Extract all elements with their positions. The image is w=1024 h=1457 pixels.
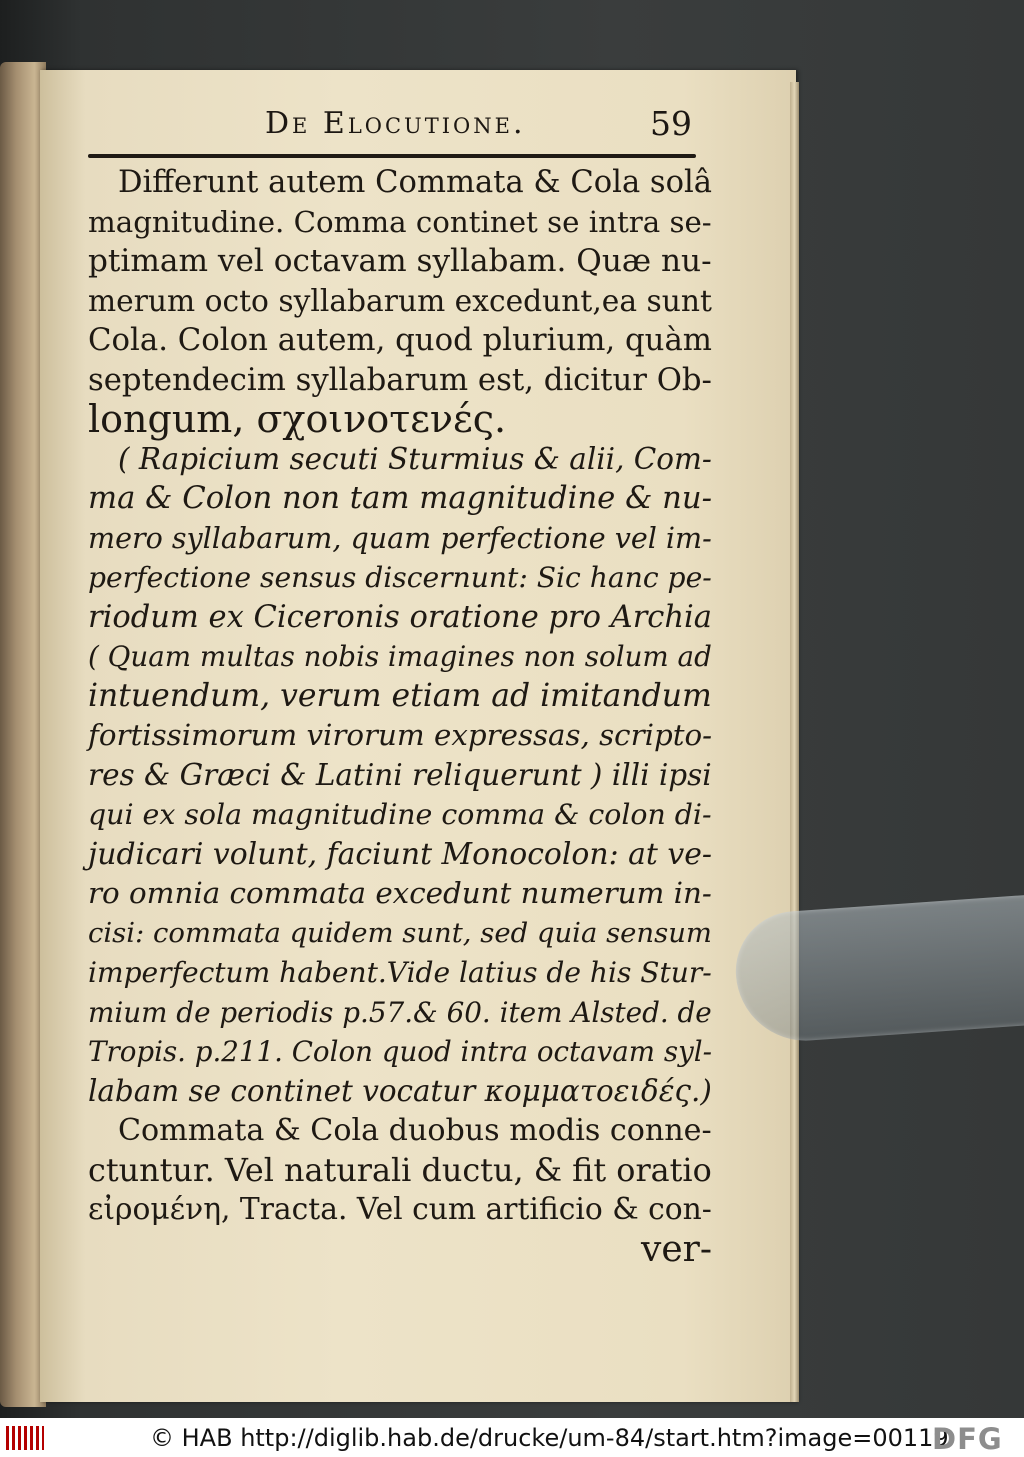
text-line: qui ex sola magnitudine comma & colon di- <box>88 798 712 831</box>
bookmark-clip <box>732 895 1024 1046</box>
head-rule <box>88 154 696 158</box>
text-line: intuendum, verum etiam ad imitandum <box>88 677 712 714</box>
text-line: magnitudine. Comma continet se intra se- <box>88 204 712 239</box>
body-text <box>88 163 712 1269</box>
page-number: 59 <box>650 104 692 143</box>
text-line: ( Rapicium secuti Sturmius & alii, Com- <box>118 441 712 476</box>
text-line: cisi: commata quidem sunt, sed quia sensum <box>88 917 712 949</box>
text-line: mero syllabarum, quam perfectione vel im- <box>88 520 712 555</box>
text-line: Cola. Colon autem, quod plurium, quàm <box>88 322 712 358</box>
text-line: riodum ex Ciceronis oratione pro Archia <box>88 599 712 635</box>
text-line: labam se continet vocatur κομματοειδές.) <box>88 1073 712 1108</box>
text-line: Tropis. p.211. Colon quod intra octavam syl- <box>88 1035 712 1068</box>
viewer-footer <box>0 1418 1024 1457</box>
text-line: mium de periodis p.57.& 60. item Alsted. de <box>88 995 712 1029</box>
text-line: res & Græci & Latini reliquerunt ) illi ipsi <box>88 757 712 792</box>
dfg-logo: DFG <box>932 1422 1003 1456</box>
text-line: Differunt autem Commata & Cola solâ <box>118 165 713 200</box>
text-line: septendecim syllabarum est, dicitur Ob- <box>88 361 712 398</box>
text-line: imperfectum habent.Vide latius de his Stur- <box>88 956 712 989</box>
text-line: ctuntur. Vel naturali ductu, & fit oratio <box>88 1150 712 1189</box>
text-line: ( Quam multas nobis imagines non solum ad <box>88 640 712 673</box>
text-line: ro omnia commata excedunt numerum in- <box>88 876 712 910</box>
page-fore-edge <box>790 82 799 1402</box>
copyright-link[interactable]: © HAB http://diglib.hab.de/drucke/um-84/start.htm?image=00119 <box>150 1424 949 1452</box>
text-line: ver- <box>640 1228 712 1270</box>
barcode-icon <box>6 1426 44 1450</box>
text-line: fortissimorum virorum expressas, scripto- <box>88 718 713 752</box>
running-head-title: De Elocutione. <box>265 106 526 141</box>
text-line: judicari volunt, faciunt Monocolon: at ve- <box>88 836 712 872</box>
text-line: merum octo syllabarum excedunt,ea sunt <box>88 283 712 319</box>
text-line: Commata & Cola duobus modis conne- <box>118 1113 712 1148</box>
text-line: ma & Colon non tam magnitudine & nu- <box>88 481 713 516</box>
text-line: εἰρομένη, Tracta. Vel cum artificio & con- <box>88 1192 712 1227</box>
running-head <box>40 104 796 148</box>
text-line: perfectione sensus discernunt: Sic hanc pe- <box>88 561 712 594</box>
text-line: longum, σχοινοτενές. <box>88 397 507 441</box>
text-line: ptimam vel octavam syllabam. Quæ nu- <box>88 243 712 279</box>
